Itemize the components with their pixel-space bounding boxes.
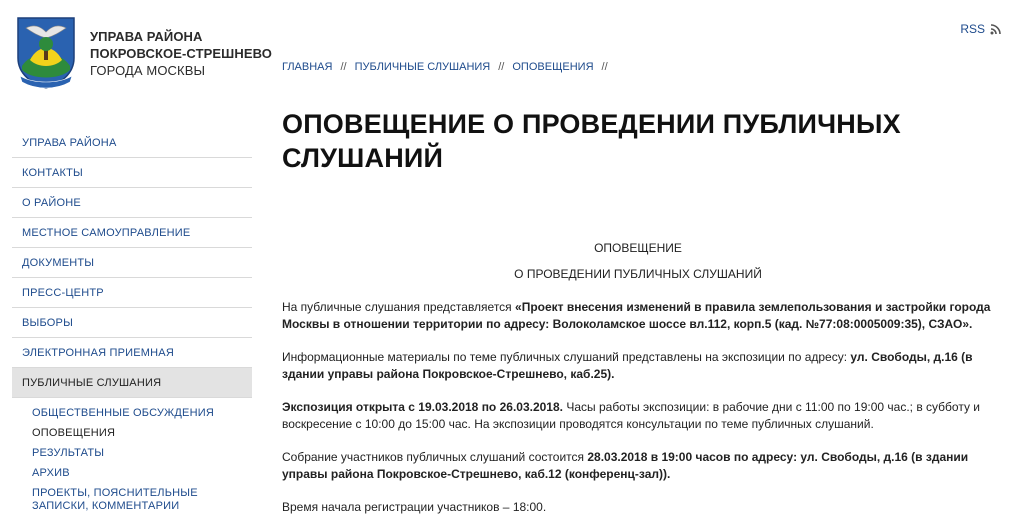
sidebar-nav xyxy=(12,128,252,398)
paragraph-materials-text: Информационные материалы по теме публичных слушаний представлены на экспозиции по адресу: xyxy=(282,350,851,364)
breadcrumb-home[interactable]: ГЛАВНАЯ xyxy=(282,61,333,73)
paragraph-project xyxy=(282,299,994,333)
sidebar-item-local-government[interactable]: МЕСТНОЕ САМОУПРАВЛЕНИЕ xyxy=(12,218,252,248)
subnav-item-notifications[interactable]: ОПОВЕЩЕНИЯ xyxy=(32,427,116,439)
site-header xyxy=(0,0,1013,110)
paragraph-meeting-text: Собрание участников публичных слушаний состоится xyxy=(282,450,588,464)
organization-name xyxy=(90,28,272,79)
subnav-item-projects[interactable]: ПРОЕКТЫ, ПОЯСНИТЕЛЬНЫЕ ЗАПИСКИ, КОММЕНТАРИИ xyxy=(32,487,198,512)
subnav-item-public-discussions[interactable]: ОБЩЕСТВЕННЫЕ ОБСУЖДЕНИЯ xyxy=(32,407,214,419)
breadcrumb-separator: // xyxy=(498,61,505,73)
org-line-2: ПОКРОВСКОЕ-СТРЕШНЕВО xyxy=(90,46,272,61)
breadcrumb-notifications[interactable]: ОПОВЕЩЕНИЯ xyxy=(512,61,594,73)
paragraph-meeting xyxy=(282,449,994,483)
paragraph-materials-bold: ул. Свободы, д.16 (в здании управы района Покровское-Стрешнево, каб.25). xyxy=(282,350,973,381)
sidebar-item-contacts[interactable]: КОНТАКТЫ xyxy=(12,158,252,188)
sidebar-item-uprava[interactable]: УПРАВА РАЙОНА xyxy=(12,128,252,158)
breadcrumb-separator: // xyxy=(601,61,608,73)
paragraph-meeting-bold: 28.03.2018 в 19:00 часов по адресу: ул. Свободы, д.16 (в здании управы района Покровское-Стрешнево, каб.12 (конференц-зал)). xyxy=(282,450,969,481)
paragraph-exposition-text: Часы работы экспозиции: в рабочие дни с 11:00 по 19:00 час.; в субботу и воскресение с 10:00 до 15:00 час. На экспозиции проводятся консультации по теме публичных слушаний. xyxy=(282,400,980,431)
sidebar-subnav xyxy=(32,407,252,520)
paragraph-project-bold: «Проект внесения изменений в правила землепользования и застройки города Москвы в отношении территории по адресу: Волоколамское шоссе вл.112, корп.5 (кад. №77:08:0005009:35), СЗАО». xyxy=(282,300,991,331)
sidebar-item-public-hearings[interactable]: ПУБЛИЧНЫЕ СЛУШАНИЯ xyxy=(12,368,252,398)
sidebar-item-about[interactable]: О РАЙОНЕ xyxy=(12,188,252,218)
rss-link[interactable] xyxy=(960,22,1001,36)
org-line-1: УПРАВА РАЙОНА xyxy=(90,29,203,44)
subnav-item-archive[interactable]: АРХИВ xyxy=(32,467,70,479)
breadcrumb-separator: // xyxy=(340,61,347,73)
rss-icon xyxy=(990,24,1001,35)
org-line-3: ГОРОДА МОСКВЫ xyxy=(90,63,206,78)
sidebar-item-documents[interactable]: ДОКУМЕНТЫ xyxy=(12,248,252,278)
breadcrumb xyxy=(282,61,616,73)
district-emblem-logo[interactable] xyxy=(14,14,78,92)
sidebar-item-e-reception[interactable]: ЭЛЕКТРОННАЯ ПРИЕМНАЯ xyxy=(12,338,252,368)
paragraph-registration: Время начала регистрации участников – 18:00. xyxy=(282,500,547,514)
sidebar-item-press-center[interactable]: ПРЕСС-ЦЕНТР xyxy=(12,278,252,308)
subnav-item-results[interactable]: РЕЗУЛЬТАТЫ xyxy=(32,447,105,459)
article-body xyxy=(282,240,994,516)
paragraph-exposition xyxy=(282,399,994,433)
page-title: ОПОВЕЩЕНИЕ О ПРОВЕДЕНИИ ПУБЛИЧНЫХ СЛУШАНИЙ xyxy=(282,109,901,173)
paragraph-project-text: На публичные слушания представляется xyxy=(282,300,516,314)
article-heading-1: ОПОВЕЩЕНИЕ xyxy=(594,241,682,255)
sidebar-item-elections[interactable]: ВЫБОРЫ xyxy=(12,308,252,338)
rss-label: RSS xyxy=(960,22,985,36)
article-heading-2: О ПРОВЕДЕНИИ ПУБЛИЧНЫХ СЛУШАНИЙ xyxy=(514,267,762,281)
breadcrumb-public-hearings[interactable]: ПУБЛИЧНЫЕ СЛУШАНИЯ xyxy=(354,61,491,73)
paragraph-exposition-bold: Экспозиция открыта с 19.03.2018 по 26.03.2018. xyxy=(282,400,563,414)
paragraph-materials xyxy=(282,349,994,383)
